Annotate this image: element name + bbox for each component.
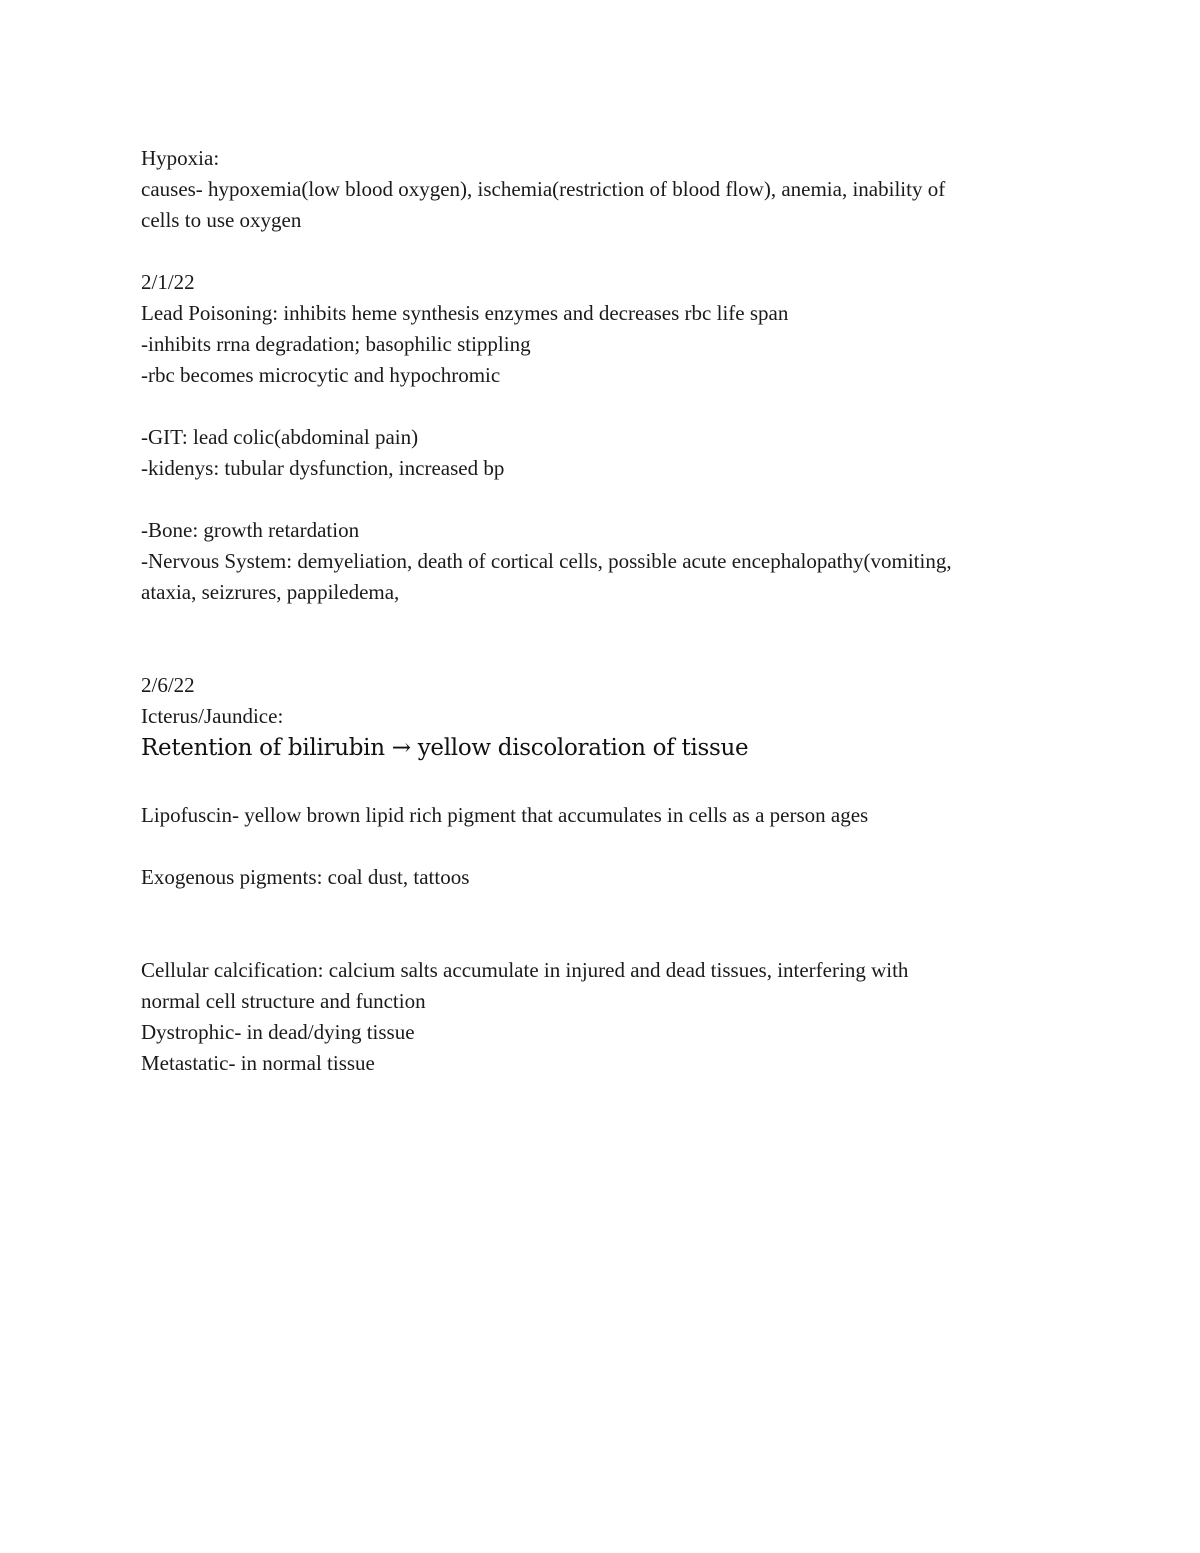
metastatic-line: Metastatic- in normal tissue [141, 1051, 375, 1075]
lead-rrna-note: -inhibits rrna degradation; basophilic stippling [141, 332, 531, 356]
bilirubin-retention-line: Retention of bilirubin → yellow discoloration of tissue [141, 735, 749, 761]
lead-poisoning-definition: Lead Poisoning: inhibits heme synthesis enzymes and decreases rbc life span [141, 301, 789, 325]
lead-git-note: -GIT: lead colic(abdominal pain) [141, 425, 419, 449]
lead-bone-note: -Bone: growth retardation [141, 518, 360, 542]
hypoxia-causes-line: causes- hypoxemia(low blood oxygen), ischemia(restriction of blood flow), anemia, inability of [141, 177, 946, 201]
hypoxia-causes-line-continued: cells to use oxygen [141, 208, 302, 232]
lead-nervous-note: -Nervous System: demyeliation, death of cortical cells, possible acute encephalopathy(vomiting, [141, 549, 952, 573]
hypoxia-heading: Hypoxia: [141, 146, 220, 170]
lipofuscin-line: Lipofuscin- yellow brown lipid rich pigment that accumulates in cells as a person ages [141, 803, 869, 827]
date-pigments-section: 2/6/22 [141, 673, 195, 697]
calcification-definition-continued: normal cell structure and function [141, 989, 426, 1013]
exogenous-pigments-line: Exogenous pigments: coal dust, tattoos [141, 865, 470, 889]
lead-nervous-note-continued: ataxia, seizrures, pappiledema, [141, 580, 400, 604]
lead-kidney-note: -kidenys: tubular dysfunction, increased bp [141, 456, 505, 480]
date-lead-section: 2/1/22 [141, 270, 195, 294]
icterus-heading: Icterus/Jaundice: [141, 704, 284, 728]
lead-rbc-note: -rbc becomes microcytic and hypochromic [141, 363, 501, 387]
dystrophic-line: Dystrophic- in dead/dying tissue [141, 1020, 415, 1044]
calcification-definition: Cellular calcification: calcium salts accumulate in injured and dead tissues, interfering with [141, 958, 909, 982]
